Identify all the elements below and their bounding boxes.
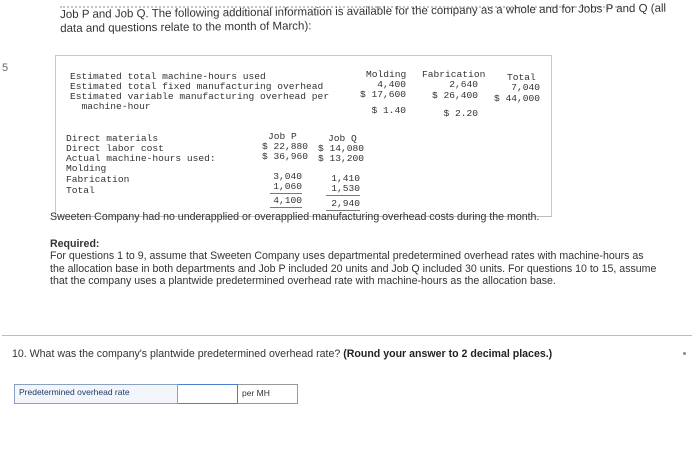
row-label-machine-hours: Estimated total machine-hours used [70,71,266,82]
answer-label: Predetermined overhead rate [14,384,178,404]
panel-dot [683,352,686,355]
row-label-variable-overhead: Estimated variable manufacturing overhead per [70,91,330,102]
label-total: Total [66,185,95,196]
fabrication-machine-hours: 2,640 [449,79,478,90]
header-job-p: Job P [268,131,297,142]
fabrication-variable-rate: $ 2.20 [443,108,478,119]
job-q-total-hours: 2,940 [326,199,360,211]
total-machine-hours: 7,040 [511,82,540,93]
header-molding: Molding [366,69,407,80]
job-p-direct-labor: $ 36,960 [261,151,308,162]
fabrication-fixed-overhead: $ 26,400 [431,90,478,101]
overhead-rate-input[interactable] [178,384,238,404]
job-q-direct-labor: $ 13,200 [317,153,364,164]
total-fixed-overhead: $ 44,000 [493,93,540,104]
header-job-q: Job Q [328,133,357,144]
question-10 [12,348,552,360]
job-q-fabrication-hours: 1,530 [326,184,360,196]
required-heading: Required: [50,238,100,250]
question-instruction: (Round your answer to 2 decimal places.) [343,348,553,360]
question-text: 10. What was the company's plantwide predetermined overhead rate? [12,348,341,360]
job-q-direct-materials: $ 14,080 [317,143,364,154]
required-text: For questions 1 to 9, assume that Sweeten Company uses departmental predetermined overhead rates with machine-hours as the allocation base in both departments and Job P included 20 units and Job Q included 30 units. For questions 10 to 15, assume that the company uses a plantwide predetermined overhead rate with machine-hours as the allocation base. [50,250,657,287]
molding-fixed-overhead: $ 17,600 [359,89,406,100]
question-panel [2,335,692,456]
job-p-total-hours: 4,100 [270,196,302,208]
job-q-molding-hours: 1,410 [331,173,360,184]
job-p-molding-hours: 3,040 [273,171,302,182]
label-direct-labor: Direct labor cost [66,143,164,154]
intro-paragraph: Job P and Job Q. The following additional information is available for the company as a whole and for Jobs P and Q (all data and questions relate to the month of March): [60,2,667,35]
answer-row [14,384,298,404]
data-table [55,55,552,217]
row-label-machine-hour: machine-hour [70,101,151,112]
header-total: Total [507,72,536,83]
molding-machine-hours: 4,400 [377,79,406,90]
overhead-note: Sweeten Company had no underapplied or overapplied manufacturing overhead costs during the month. [50,211,540,223]
label-fabrication: Fabrication [66,174,130,185]
header-fabrication: Fabrication [422,69,486,80]
label-direct-materials: Direct materials [66,133,159,144]
answer-unit: per MH [238,384,298,404]
page-marker: 5 [2,62,9,74]
job-p-direct-materials: $ 22,880 [261,141,308,152]
label-molding: Molding [66,163,107,174]
job-p-fabrication-hours: 1,060 [270,182,302,194]
label-actual-machine-hours: Actual machine-hours used: [66,153,216,164]
molding-variable-rate: $ 1.40 [371,105,406,116]
row-label-fixed-overhead: Estimated total fixed manufacturing overhead [70,81,324,92]
